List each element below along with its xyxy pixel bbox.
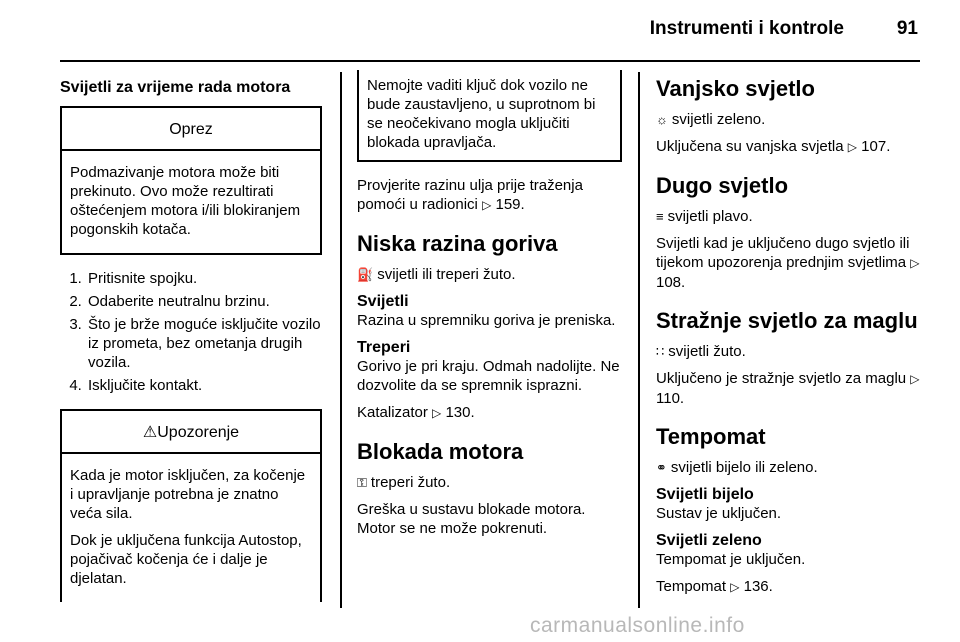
immobiliser-text: Greška u sustavu blokade motora. Motor se ne može pokrenuti. xyxy=(357,501,586,537)
exterior-status: ☼ svijetli zeleno. xyxy=(656,111,766,128)
immobiliser-status: ⚿ treperi žuto. xyxy=(357,474,451,491)
sidelight-icon: ☼ xyxy=(656,112,668,127)
fuel-sub-lit-text: Razina u spremniku goriva je preniska. xyxy=(357,312,616,329)
column-divider-right xyxy=(638,72,640,608)
list-item: 2. Odaberite neutralnu brzinu. xyxy=(86,292,322,311)
speedometer-icon: ⚭ xyxy=(656,460,667,475)
oil-ref[interactable]: 159. xyxy=(495,196,525,213)
cruise-sub-green-text: Tempomat je uključen. xyxy=(656,551,806,568)
exterior-text: Uključena su vanjska svjetla ▷ 107. xyxy=(656,138,891,155)
warning-text-1: Kada je motor isključen, za kočenje i upravljanje potrebna je znatno veća sila. xyxy=(70,467,306,522)
warning-triangle-icon: ⚠ xyxy=(142,424,158,441)
cruise-sub-white-text: Sustav je uključen. xyxy=(656,505,782,522)
page-ref-arrow-icon: ▷ xyxy=(730,580,740,594)
high-beam-icon: ≡ xyxy=(656,209,664,224)
warning-continued-text: Nemojte vaditi ključ dok vozilo ne bude zaustavljeno, u suprotnom bi se neočekivano mogla uključiti blokada upravljača. xyxy=(367,77,596,151)
caution-text: Podmazivanje motora može biti prekinuto. Ovo može rezultirati oštećenjem motora i/ili blokiranjem pogonskih kotača. xyxy=(70,164,301,238)
page-ref-arrow-icon: ▷ xyxy=(482,198,492,212)
section-heading-rear-fog: Stražnje svjetlo za maglu xyxy=(656,308,918,333)
watermark: carmanualsonline.info xyxy=(530,614,745,637)
list-item: 1. Pritisnite spojku. xyxy=(86,269,322,288)
exterior-ref[interactable]: 107. xyxy=(861,138,891,155)
rearfog-ref[interactable]: 110. xyxy=(656,390,685,407)
highbeam-status: ≡ svijetli plavo. xyxy=(656,208,753,225)
highbeam-ref[interactable]: 108. xyxy=(656,274,686,291)
cruise-ref[interactable]: 136. xyxy=(743,578,773,595)
warning-box xyxy=(60,409,322,602)
page-title: Instrumenti i kontrole xyxy=(649,18,844,39)
fuel-sub-flash-text: Gorivo je pri kraju. Odmah nadolijte. Ne dozvolite da se spremnik isprazni. xyxy=(357,358,620,394)
section-heading-engine-running: Svijetli za vrijeme rada motora xyxy=(60,79,291,96)
cruise-sub-white: Svijetli bijelo xyxy=(656,486,754,503)
steps-list xyxy=(60,269,322,395)
section-heading-low-fuel: Niska razina goriva xyxy=(357,231,558,256)
fuel-sub-lit: Svijetli xyxy=(357,293,409,310)
catalyst-ref[interactable]: 130. xyxy=(445,404,475,421)
car-key-icon: ⚿ xyxy=(357,475,367,490)
cruise-ref-text: Tempomat ▷ 136. xyxy=(656,578,773,595)
section-heading-cruise-control: Tempomat xyxy=(656,424,766,449)
column-3 xyxy=(656,76,926,605)
rear-fog-light-icon: ∷ xyxy=(656,344,665,359)
column-1 xyxy=(60,78,322,602)
oil-text: Provjerite razinu ulja prije traženja pomoći u radionici ▷ 159. xyxy=(357,177,583,213)
list-item: 4. Isključite kontakt. xyxy=(86,376,322,395)
caution-title: Oprez xyxy=(62,108,320,151)
column-divider-left xyxy=(340,72,342,608)
highbeam-text: Svijetli kad je uključeno dugo svjetlo ili tijekom upozorenja prednjim svjetlima ▷ 108. xyxy=(656,235,920,291)
page-ref-arrow-icon: ▷ xyxy=(910,372,920,386)
section-heading-immobiliser: Blokada motora xyxy=(357,439,524,464)
warning-header xyxy=(62,411,320,454)
fuel-status: ⛽ svijetli ili treperi žuto. xyxy=(357,266,516,283)
page-ref-arrow-icon: ▷ xyxy=(910,256,920,270)
warning-text-2: Dok je uključena funkcija Autostop, pojačivač kočenja će i dalje je djelatan. xyxy=(70,532,302,587)
cruise-status: ⚭ svijetli bijelo ili zeleno. xyxy=(656,459,818,476)
fuel-pump-icon: ⛽ xyxy=(357,267,374,282)
column-2 xyxy=(357,72,622,546)
list-item: 3. Što je brže moguće isključite vozilo iz prometa, bez ometanja drugih vozila. xyxy=(86,315,322,372)
page-ref-arrow-icon: ▷ xyxy=(847,140,857,154)
section-heading-high-beam: Dugo svjetlo xyxy=(656,173,789,198)
catalyst-ref-text: Katalizator ▷ 130. xyxy=(357,404,475,421)
section-heading-exterior-light: Vanjsko svjetlo xyxy=(656,76,815,101)
page-number: 91 xyxy=(896,18,918,39)
rearfog-status: ∷ svijetli žuto. xyxy=(656,343,746,360)
warning-box-continued xyxy=(357,70,622,162)
header-divider xyxy=(60,60,920,62)
page-ref-arrow-icon: ▷ xyxy=(432,406,442,420)
caution-box xyxy=(60,106,322,255)
fuel-sub-flash: Treperi xyxy=(357,339,411,356)
warning-title: Upozorenje xyxy=(157,424,240,441)
cruise-sub-green: Svijetli zeleno xyxy=(656,532,762,549)
rearfog-text: Uključeno je stražnje svjetlo za maglu ▷ 110. xyxy=(656,370,920,407)
